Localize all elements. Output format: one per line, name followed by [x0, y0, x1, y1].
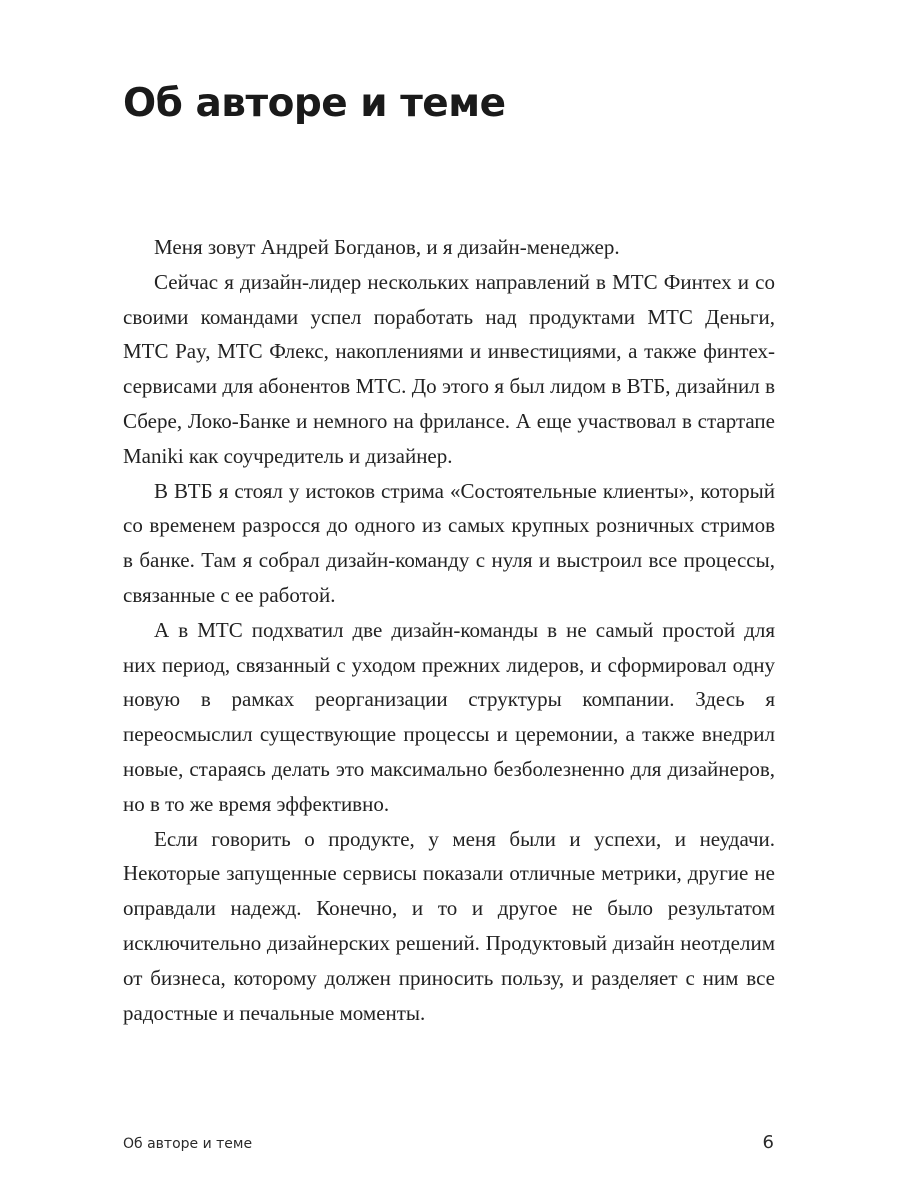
body-text	[123, 230, 775, 1030]
page-number: 6	[762, 1132, 774, 1153]
page-title: Об авторе и теме	[123, 81, 506, 126]
paragraph: Если говорить о продукте, у меня были и успехи, и неудачи. Некоторые запущенные сервисы показали отличные метрики, другие не оправдали надежд. Конечно, и то и другое не было результатом исключительно дизайнерских решений. Продуктовый дизайн неотделим от бизнеса, которому должен приносить пользу, и разделяет с ним все радостные и печальные моменты.	[123, 826, 775, 1025]
paragraph: Меня зовут Андрей Богданов, и я дизайн-менеджер.	[154, 235, 620, 259]
paragraph: Сейчас я дизайн-лидер нескольких направлений в МТС Финтех и со своими командами успел поработать над продуктами МТС Деньги, МТС Pay, МТС Флекс, накоплениями и инвестициями, а также финтех-сервисами для абонентов МТС. До этого я был лидом в ВТБ, дизайнил в Сбере, Локо-Банке и немного на фрилансе. А еще участвовал в стартапе Maniki как соучредитель и дизайнер.	[123, 269, 775, 468]
running-footer-title: Об авторе и теме	[123, 1136, 253, 1152]
paragraph: В ВТБ я стоял у истоков стрима «Состоятельные клиенты», который со временем разросся до одного из самых крупных розничных стримов в банке. Там я собрал дизайн-команду с нуля и выстроил все процессы, связанные с ее работой.	[123, 478, 775, 607]
paragraph: А в МТС подхватил две дизайн-команды в не самый простой для них период, связанный с уходом прежних лидеров, и сформировал одну новую в рамках реорганизации структуры компании. Здесь я переосмыслил существующие процессы и церемонии, а также внедрил новые, стараясь делать это максимально безболезненно для дизайнеров, но в то же время эффективно.	[123, 617, 775, 816]
